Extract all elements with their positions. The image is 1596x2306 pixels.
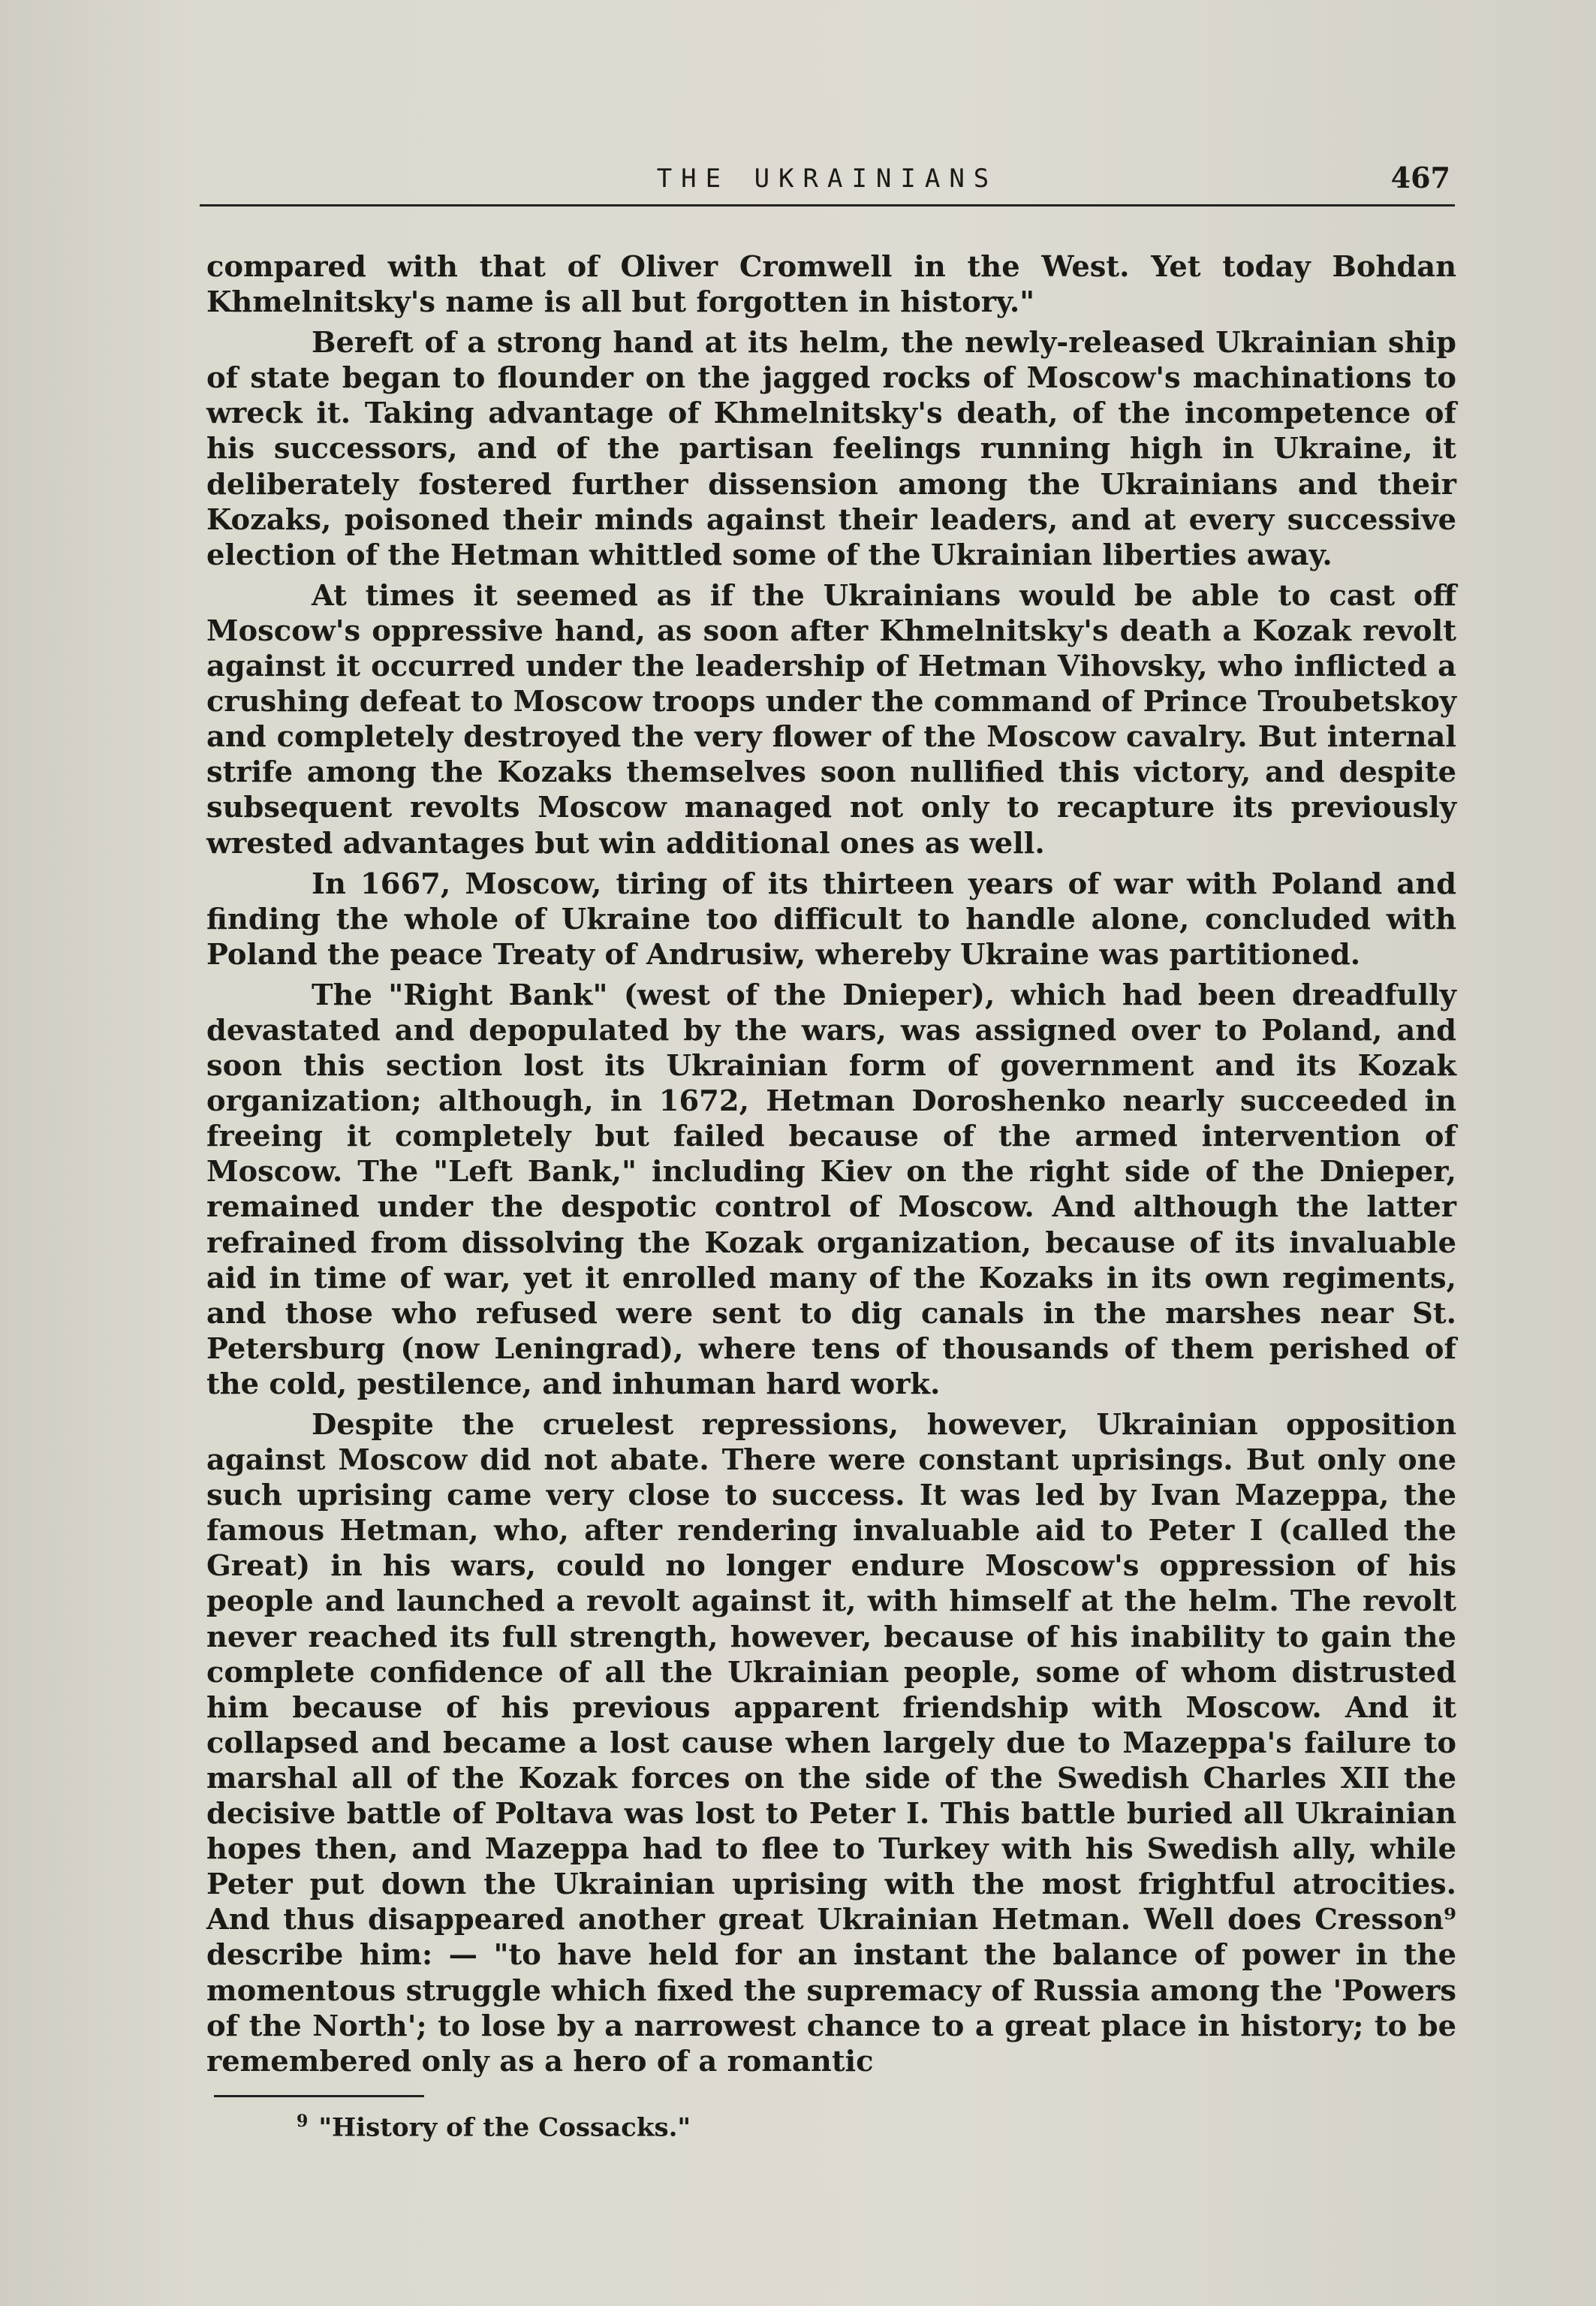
body-text	[206, 249, 1456, 2084]
footnote-marker: 9	[297, 2112, 309, 2131]
footnote	[297, 2112, 691, 2142]
page-header	[201, 162, 1453, 200]
paragraph-5: The "Right Bank" (west of the Dnieper), which had been dreadfully devastated and depopulated by the wars, was assigned over to Poland, and soon this section lost its Ukrainian form of government and its Kozak organization; although, in 1672, Hetman Doroshenko nearly succeeded in freeing it completely but failed because of the armed intervention of Moscow. The "Left Bank," including Kiev on the right side of the Dnieper, remained under the despotic control of Moscow. And although the latter refrained from dissolving the Kozak organization, because of its invaluable aid in time of war, yet it enrolled many of the Kozaks in its own regiments, and those who refused were sent to dig canals in the marshes near St. Petersburg (now Leningrad), where tens of thousands of them perished of the cold, pestilence, and inhuman hard work.	[206, 978, 1456, 1401]
paragraph-1: compared with that of Oliver Cromwell in the West. Yet today Bohdan Khmelnitsky's name is all but forgotten in history."	[206, 250, 1456, 320]
paragraph-6: Despite the cruelest repressions, however, Ukrainian opposition against Moscow did not abate. There were constant uprisings. But only one such uprising came very close to success. It was led by Ivan Mazeppa, the famous Hetman, who, after rendering invaluable aid to Peter I (called the Great) in his wars, could no longer endure Moscow's oppression of his people and launched a revolt against it, with himself at the helm. The revolt never reached its full strength, however, because of his inability to gain the complete confidence of all the Ukrainian people, some of whom distrusted him because of his previous apparent friendship with Moscow. And it collapsed and became a lost cause when largely due to Mazeppa's failure to marshal all of the Kozak forces on the side of the Swedish Charles XII the decisive battle of Poltava was lost to Peter I. This battle buried all Ukrainian hopes then, and Mazeppa had to flee to Turkey with his Swedish ally, while Peter put down the Ukrainian uprising with the most frightful atrocities. And thus disappeared another great Ukrainian Hetman. Well does Cresson⁹ describe him: — "to have held for an instant the balance of power in the momentous struggle which fixed the supremacy of Russia among the 'Powers of the North'; to lose by a narrowest chance to a great place in history; to be remembered only as a hero of a romantic	[206, 1408, 1456, 2078]
header-rule	[200, 204, 1455, 206]
running-title: THE UKRAINIANS	[656, 164, 998, 194]
paragraph-4: In 1667, Moscow, tiring of its thirteen years of war with Poland and finding the whole of Ukraine too difficult to handle alone, concluded with Poland the peace Treaty of Andrusiw, whereby Ukraine was partitioned.	[206, 867, 1456, 972]
footnote-rule	[214, 2095, 424, 2097]
page-number: 467	[1390, 161, 1450, 194]
footnote-text: "History of the Cossacks."	[318, 2112, 691, 2143]
paragraph-2: Bereft of a strong hand at its helm, the newly-released Ukrainian ship of state began to flounder on the jagged rocks of Moscow's machinations to wreck it. Taking advantage of Khmelnitsky's death, of the incompetence of his successors, and of the partisan feelings running high in Ukraine, it deliberately fostered further dissension among the Ukrainians and their Kozaks, poisoned their minds against their leaders, and at every successive election of the Hetman whittled some of the Ukrainian liberties away.	[206, 326, 1456, 572]
paragraph-3: At times it seemed as if the Ukrainians would be able to cast off Moscow's oppressive hand, as soon after Khmelnitsky's death a Kozak revolt against it occurred under the leadership of Hetman Vihovsky, who inflicted a crushing defeat to Moscow troops under the command of Prince Troubetskoy and completely destroyed the very flower of the Moscow cavalry. But internal strife among the Kozaks themselves soon nullified this victory, and despite subsequent revolts Moscow managed not only to recapture its previously wrested advantages but win additional ones as well.	[206, 578, 1456, 861]
